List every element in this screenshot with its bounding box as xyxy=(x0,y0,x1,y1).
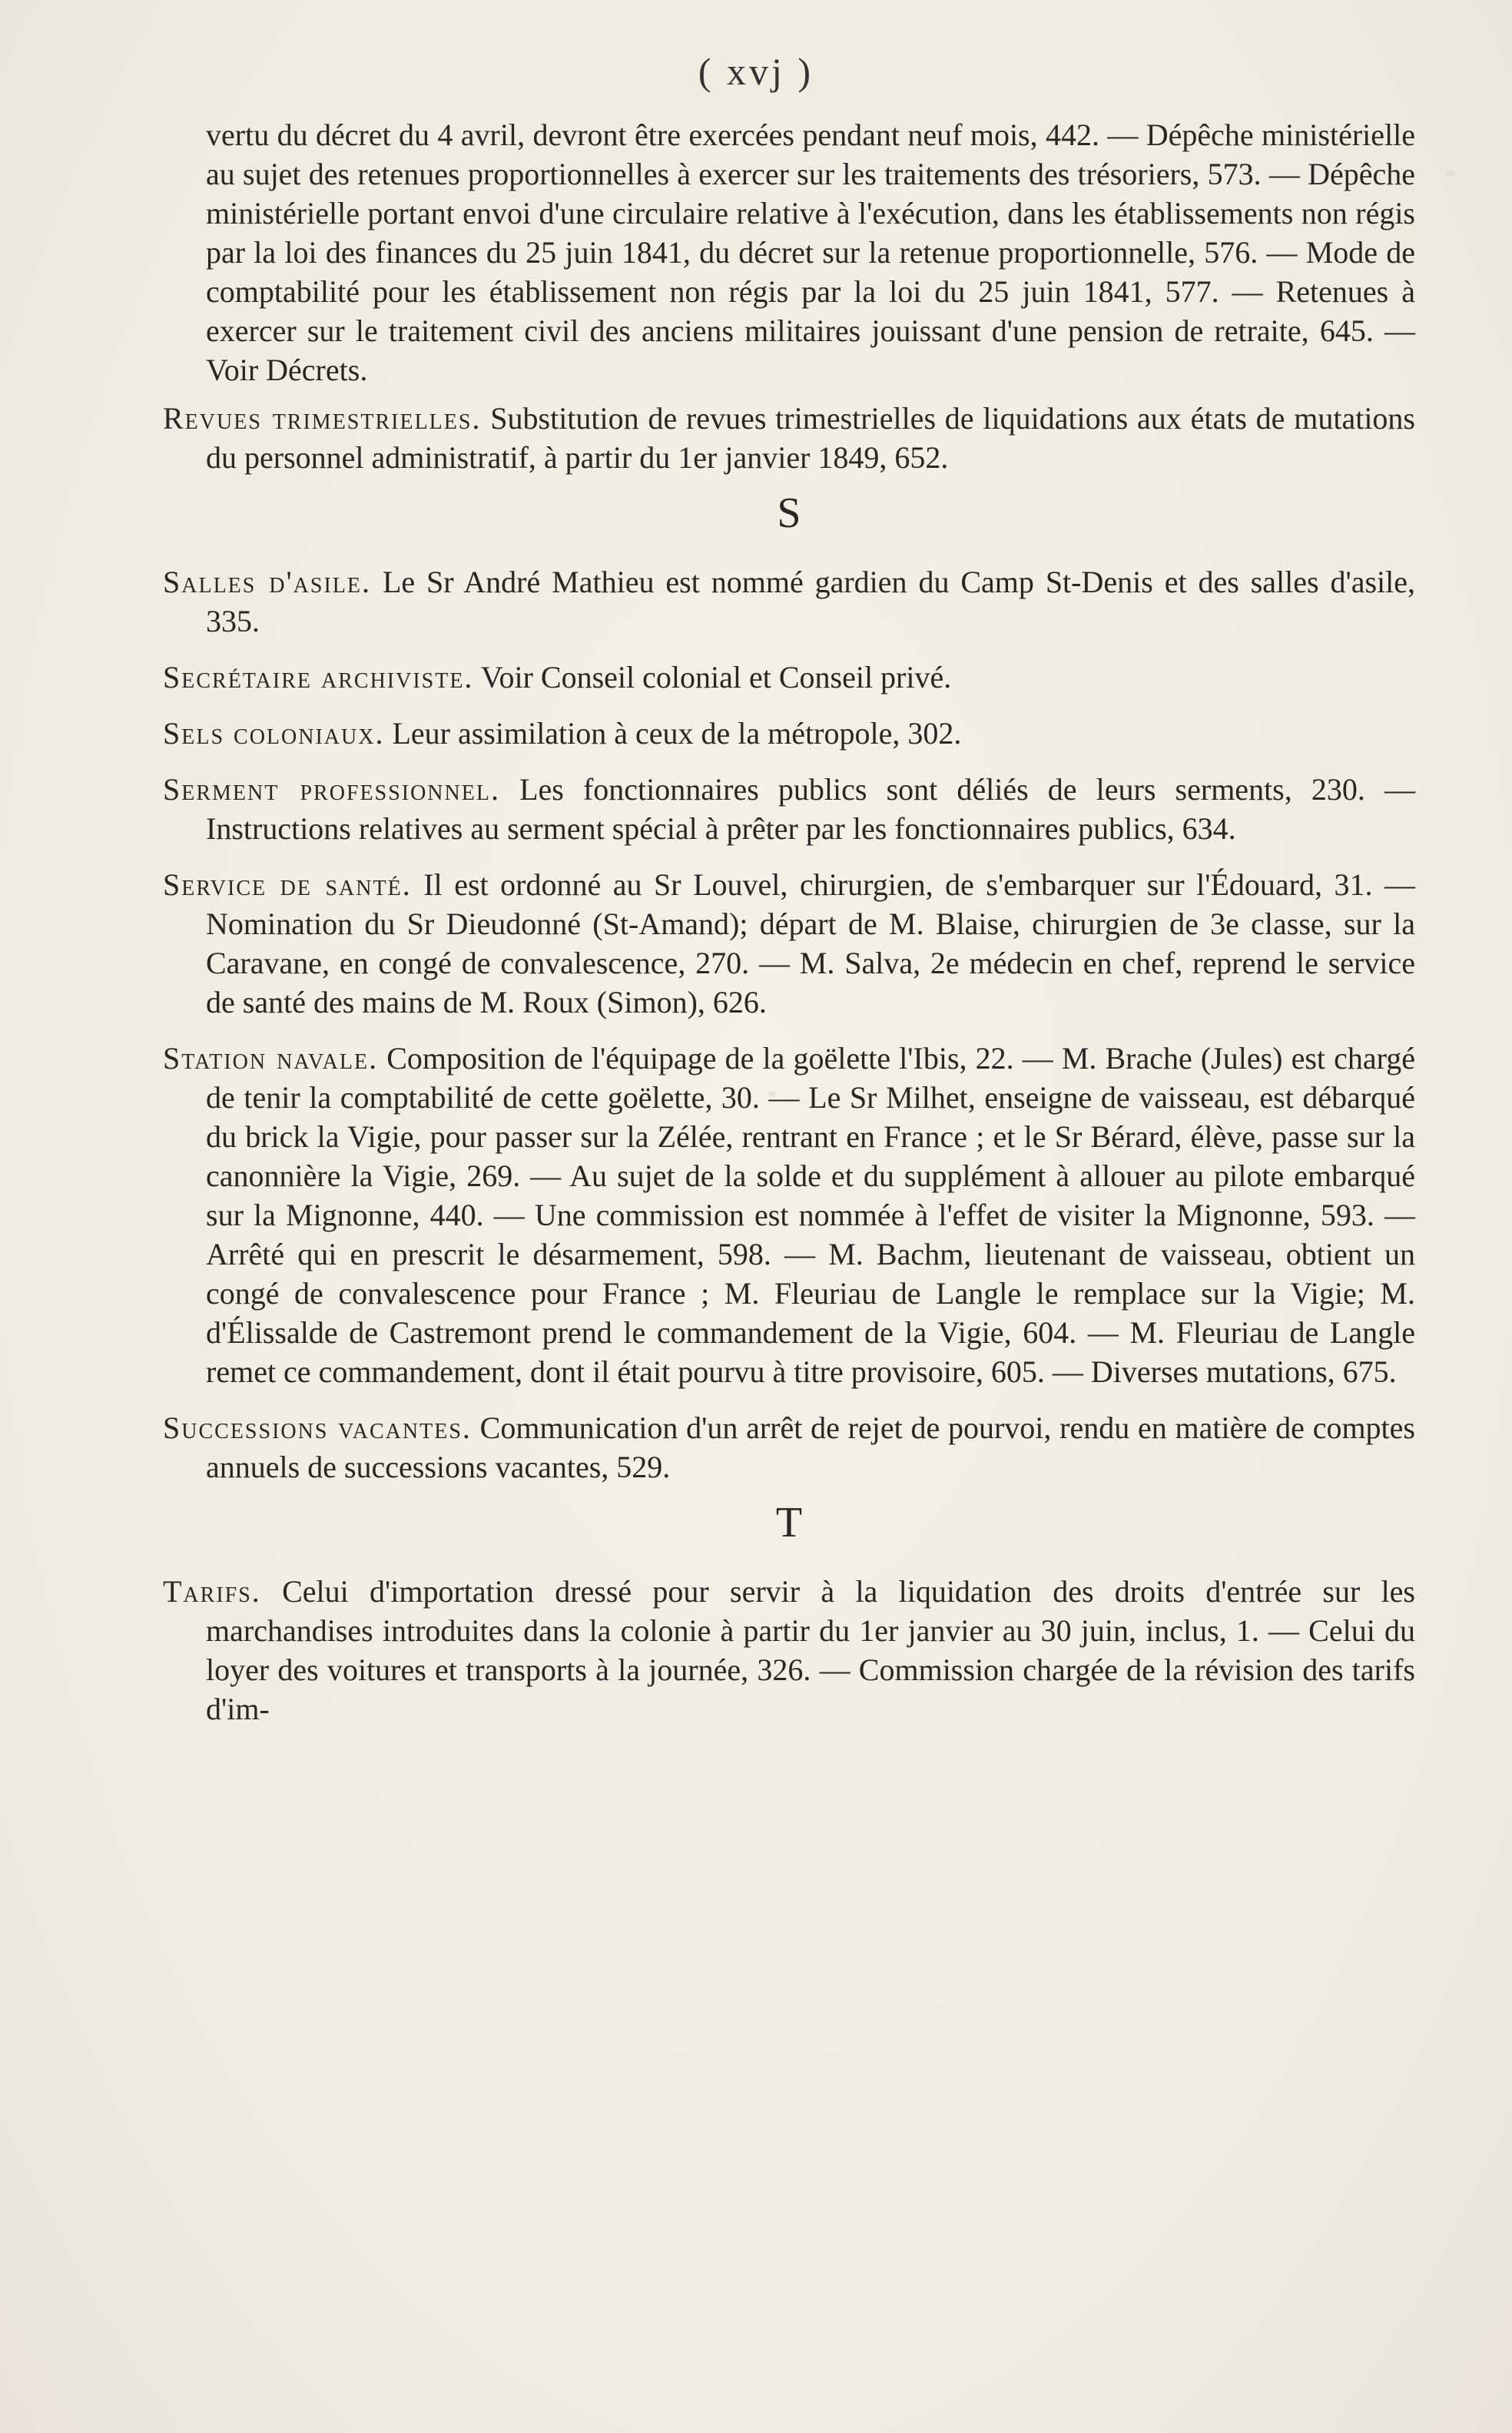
section-letter: S xyxy=(777,489,801,537)
entry-text: Communication d'un arrêt de rejet de pourvoi, rendu en matière de comptes annuels de successions vacantes, 529. xyxy=(206,1410,1415,1484)
index-entry xyxy=(163,658,1415,697)
section-letter: T xyxy=(775,1499,803,1546)
index-text xyxy=(163,115,1415,1745)
entry-heading: Revues trimestrielles. xyxy=(163,401,482,436)
index-entry xyxy=(163,770,1415,848)
entry-text: Voir Conseil colonial et Conseil privé. xyxy=(480,660,952,694)
entry-heading: Successions vacantes. xyxy=(163,1410,472,1445)
entry-text: Les fonctionnaires publics sont déliés de leurs serments, 230. — Instructions relatives au serment spécial à prêter par les fonctionnaires publics, 634. xyxy=(206,772,1415,846)
entry-heading: Service de santé. xyxy=(163,867,412,902)
entry-heading: Station navale. xyxy=(163,1041,379,1076)
index-entry xyxy=(163,714,1415,753)
entry-heading: Tarifs. xyxy=(163,1574,261,1609)
entry-text: Il est ordonné au Sr Louvel, chirurgien, de s'embarquer sur l'Édouard, 31. — Nomination du Sr Dieudonné (St-Amand); départ de M. Blaise, chirurgien de 3e classe, sur la Caravane, en congé de convalescence, 270. — M. Salva, 2e médecin en chef, reprend le service de santé des mains de M. Roux (Simon), 626. xyxy=(206,867,1415,1019)
index-entry xyxy=(163,399,1415,477)
paper-stain xyxy=(1444,169,1455,177)
index-entry xyxy=(163,1408,1415,1487)
entry-text: Substitution de revues trimestrielles de liquidations aux états de mutations du personnel administratif, à partir du 1er janvier 1849, 652. xyxy=(206,401,1416,475)
index-entry xyxy=(163,1039,1415,1391)
entry-heading: Salles d'asile. xyxy=(163,565,372,599)
entry-text: Celui d'importation dressé pour servir à la liquidation des droits d'entrée sur les marchandises introduites dans la colonie à partir du 1er janvier au 30 juin, inclus, 1. — Celui du loyer des voitures et transports à la journée, 326. — Commission chargée de la révision des tarifs d'im- xyxy=(206,1574,1416,1726)
entry-heading: Serment professionnel. xyxy=(163,772,500,807)
entry-text: Leur assimilation à ceux de la métropole, 302. xyxy=(392,716,962,751)
index-entry xyxy=(163,562,1415,641)
index-entry xyxy=(163,1572,1415,1729)
entry-text: Le Sr André Mathieu est nommé gardien du Camp St-Denis et des salles d'asile, 335. xyxy=(206,565,1416,638)
continuation-paragraph: vertu du décret du 4 avril, devront être exercées pendant neuf mois, 442. — Dépêche ministérielle au sujet des retenues proportionnelles à exercer sur les traitements des trésoriers, 573. — Dépêche ministérielle portant envoi d'une circulaire relative à l'exécution, dans les établissements non régis par la loi des finances du 25 juin 1841, du décret sur la retenue proportionnelle, 576. — Mode de comptabilité pour les établissement non régis par la loi du 25 juin 1841, 577. — Retenues à exercer sur le traitement civil des anciens militaires jouissant d'une pension de retraite, 645. — Voir Décrets. xyxy=(206,118,1415,387)
entry-heading: Sels coloniaux. xyxy=(163,716,385,751)
page-number: ( xvj ) xyxy=(698,50,814,93)
entry-text: Composition de l'équipage de la goëlette l'Ibis, 22. — M. Brache (Jules) est chargé de tenir la comptabilité de cette goëlette, 30. — Le Sr Milhet, enseigne de vaisseau, est débarqué du brick la Vigie, pour passer sur la Zélée, rentrant en France ; et le Sr Bérard, élève, passe sur la canonnière la Vigie, 269. — Au sujet de la solde et du supplément à allouer au pilote embarqué sur la Mignonne, 440. — Une commission est nommée à l'effet de visiter la Mignonne, 593. — Arrêté qui en prescrit le désarmement, 598. — M. Bachm, lieutenant de vaisseau, obtient un congé de convalescence pour France ; M. Fleuriau de Langle le remplace sur la Vigie; M. d'Élissalde de Castremont prend le commandement de la Vigie, 604. — M. Fleuriau de Langle remet ce commandement, dont il était pourvu à titre provisoire, 605. — Diverses mutations, 675. xyxy=(206,1041,1416,1389)
index-entry xyxy=(163,865,1415,1022)
entry-heading: Secrétaire archiviste. xyxy=(163,660,474,694)
